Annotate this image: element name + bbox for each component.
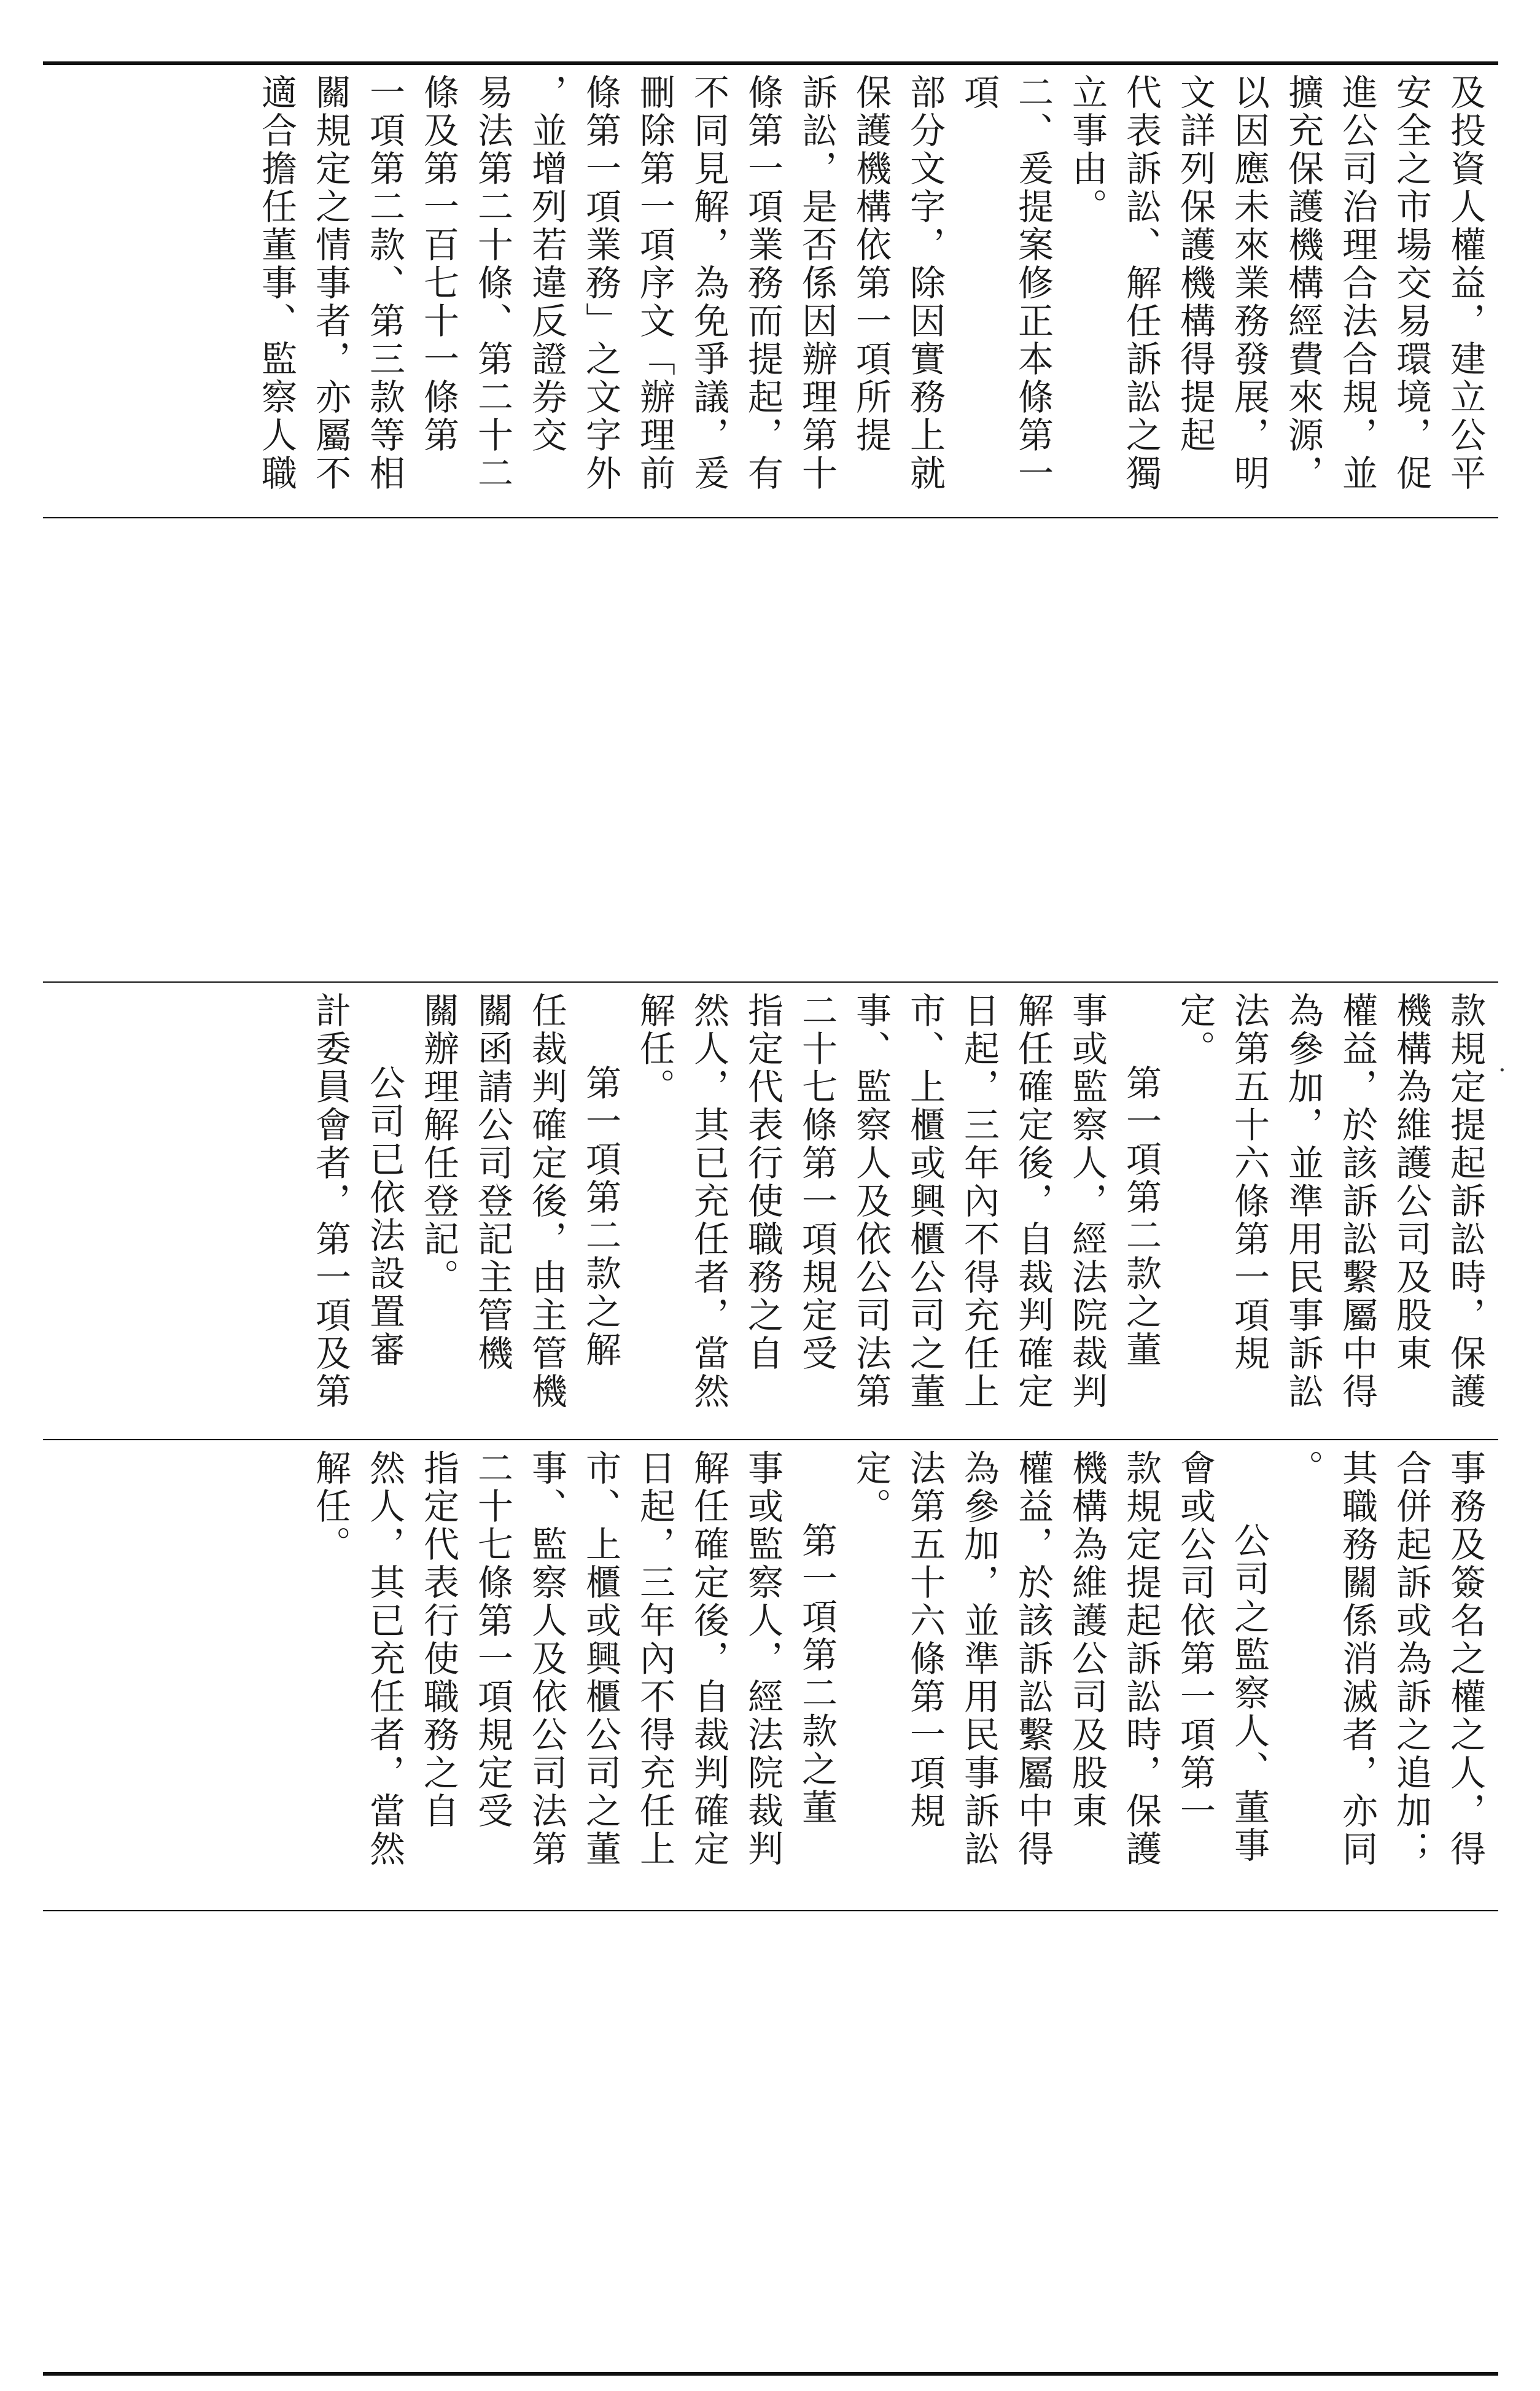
text-line: 事務及簽名之權之人，得 <box>1444 1449 1486 1868</box>
scan-speck: · <box>1498 1056 1506 1085</box>
text-line: ，並增列若違反證券交 <box>526 74 567 454</box>
text-line: 指定代表行使職務之自 <box>418 1449 459 1830</box>
text-line: 關函請公司登記主管機 <box>472 992 513 1373</box>
right-column-text <box>68 74 1492 513</box>
text-line: 公司之監察人、董事 <box>1228 1522 1270 1865</box>
text-line: 權益，於該訴訟繫屬中得 <box>1336 992 1378 1411</box>
text-line: 。 <box>1282 1449 1324 1488</box>
text-line: 文詳列保護機構得提起 <box>1174 74 1216 454</box>
text-line: 解任確定後，自裁判確定 <box>688 1449 729 1868</box>
text-line: 款規定提起訴訟時，保護 <box>1444 992 1486 1411</box>
text-line: 條第一項業務而提起，有 <box>742 74 784 493</box>
text-line: 解任確定後，自裁判確定 <box>1012 992 1054 1411</box>
text-line: 事、監察人及依公司法第 <box>526 1449 567 1868</box>
text-line: 部分文字，除因實務上就 <box>904 74 946 493</box>
text-line: 法第五十六條第一項規 <box>904 1449 946 1830</box>
text-line: 合併起訴或為訴之追加； <box>1390 1449 1432 1868</box>
text-line: 保護機構依第一項所提 <box>850 74 892 454</box>
text-line: 機構為維護公司及股東 <box>1390 992 1432 1373</box>
text-line: 第一項第二款之董 <box>1120 1064 1162 1369</box>
row-divider-4 <box>43 1910 1498 1911</box>
row-divider-3 <box>43 1439 1498 1440</box>
text-line: 安全之市場交易環境，促 <box>1390 74 1432 493</box>
text-line: 二、爰提案修正本條第一項 <box>958 74 1054 493</box>
text-line: 公司已依法設置審 <box>364 1064 405 1369</box>
middle-column-text <box>68 992 1492 1433</box>
text-line: 不同見解，為免爭議，爰 <box>688 74 729 493</box>
text-line: 事或監察人，經法院裁判 <box>1066 992 1108 1411</box>
text-line: 立事由。 <box>1066 74 1108 226</box>
text-line: 一項第二款、第三款等相 <box>364 74 405 493</box>
text-line: 市、上櫃或興櫃公司之董 <box>580 1449 621 1868</box>
text-line: 然人，其已充任者，當然 <box>688 992 729 1411</box>
text-line: 以因應未來業務發展，明 <box>1228 74 1270 493</box>
left-column-text <box>68 1449 1492 1904</box>
text-line: 指定代表行使職務之自 <box>742 992 784 1373</box>
text-line: 及投資人權益，建立公平 <box>1444 74 1486 493</box>
text-line: 計委員會者，第一項及第 <box>309 992 351 1411</box>
text-line: 第一項第二款之解 <box>580 1064 621 1369</box>
text-line: 關辦理解任登記。 <box>418 992 459 1297</box>
text-line: 條第一項業務」之文字外 <box>580 74 621 493</box>
text-line: 款規定提起訴訟時，保護 <box>1120 1449 1162 1868</box>
text-line: 日起，三年內不得充任上 <box>958 992 1000 1411</box>
text-line: 權益，於該訴訟繫屬中得 <box>1012 1449 1054 1868</box>
text-line: 其職務關係消滅者，亦同 <box>1336 1449 1378 1868</box>
text-line: 事或監察人，經法院裁判 <box>742 1449 784 1868</box>
text-line: 刪除第一項序文「辦理前 <box>634 74 675 493</box>
text-line: 條及第一百七十一條第 <box>418 74 459 454</box>
text-line: 二十七條第一項規定受 <box>472 1449 513 1830</box>
text-line: 任裁判確定後，由主管機 <box>526 992 567 1411</box>
text-line: 定。 <box>850 1449 892 1526</box>
text-line: 適合擔任董事、監察人職 <box>255 74 297 493</box>
text-line: 法第五十六條第一項規 <box>1228 992 1270 1373</box>
text-line: 日起，三年內不得充任上 <box>634 1449 675 1868</box>
text-line: 進公司治理合法合規，並 <box>1336 74 1378 493</box>
text-line: 市、上櫃或興櫃公司之董 <box>904 992 946 1411</box>
row-divider-1 <box>43 517 1498 518</box>
text-line: 訴訟，是否係因辦理第十 <box>796 74 838 493</box>
bottom-border-line <box>43 2372 1498 2376</box>
text-line: 代表訴訟、解任訴訟之獨 <box>1120 74 1162 493</box>
text-line: 然人，其已充任者，當然 <box>364 1449 405 1868</box>
text-line: 為參加，並準用民事訴訟 <box>1282 992 1324 1411</box>
text-line: 事、監察人及依公司法第 <box>850 992 892 1411</box>
text-line: 易法第二十條、第二十二 <box>472 74 513 493</box>
text-line: 第一項第二款之董 <box>796 1522 838 1827</box>
top-border-line <box>43 61 1498 65</box>
text-line: 關規定之情事者，亦屬不 <box>309 74 351 493</box>
text-line: 擴充保護機構經費來源， <box>1282 74 1324 493</box>
row-divider-2 <box>43 981 1498 983</box>
text-line: 解任。 <box>309 1449 351 1564</box>
text-line: 解任。 <box>634 992 675 1106</box>
text-line: 為參加，並準用民事訴訟 <box>958 1449 1000 1868</box>
text-line: 二十七條第一項規定受 <box>796 992 838 1373</box>
text-line: 會或公司依第一項第一 <box>1174 1449 1216 1830</box>
text-line: 機構為維護公司及股東 <box>1066 1449 1108 1830</box>
text-line: 定。 <box>1174 992 1216 1068</box>
